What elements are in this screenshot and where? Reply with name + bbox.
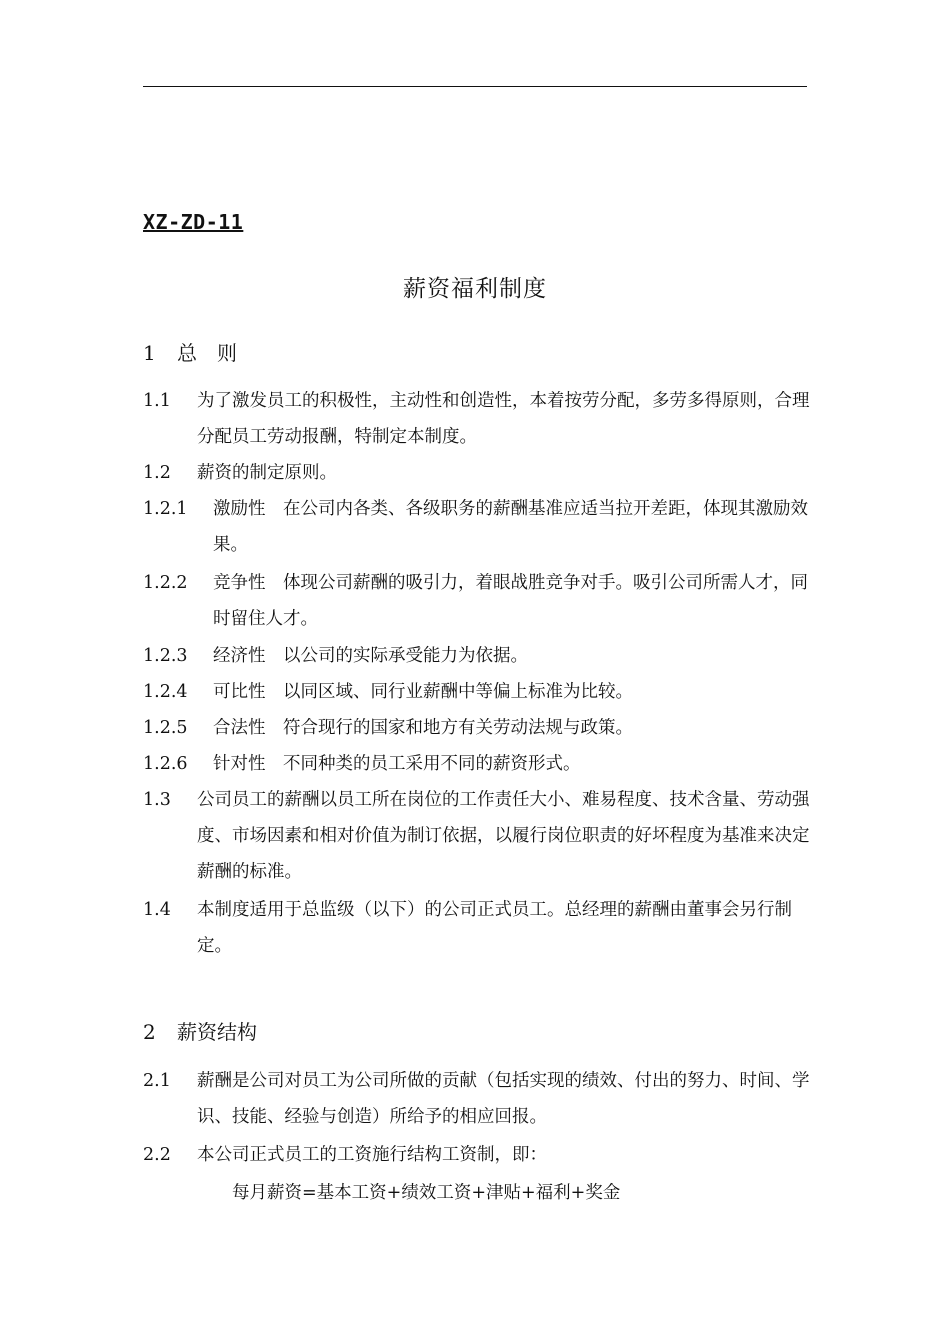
section-title: 总 则 [177,341,237,365]
document-title: 薪资福利制度 [403,276,547,302]
clause-1-2-2: 1.2.2 竞争性 体现公司薪酬的吸引力，着眼战胜竞争对手。吸引公司所需人才，同时留住人才。 [143,573,808,629]
clause-1-4: 1.4 本制度适用于总监级（以下）的公司正式员工。总经理的薪酬由董事会另行制定。 [143,900,792,956]
clause-2-1: 2.1 薪酬是公司对员工为公司所做的贡献（包括实现的绩效、付出的努力、时间、学识、技能、经验与创造）所给予的相应回报。 [143,1071,810,1127]
section-number: 2 [143,1020,156,1044]
clause-1-2-6: 1.2.6 针对性 不同种类的员工采用不同的薪资形式。 [143,754,581,774]
header-rule [143,86,807,87]
clause-1-2-4: 1.2.4 可比性 以同区域、同行业薪酬中等偏上标准为比较。 [143,682,633,702]
salary-formula: 每月薪资=基本工资+绩效工资+津贴+福利+奖金 [232,1183,621,1203]
clause-1-2: 1.2 薪资的制定原则。 [143,463,337,483]
document-code: XZ-ZD-11 [143,210,244,234]
section-number: 1 [143,341,156,365]
clause-1-2-5: 1.2.5 合法性 符合现行的国家和地方有关劳动法规与政策。 [143,718,633,738]
clause-1-3: 1.3 公司员工的薪酬以员工所在岗位的工作责任大小、难易程度、技术含量、劳动强度、市场因素和相对价值为制订依据，以履行岗位职责的好坏程度为基准来决定薪酬的标准。 [143,790,810,882]
clause-1-2-1: 1.2.1 激励性 在公司内各类、各级职务的薪酬基准应适当拉开差距，体现其激励效果。 [143,499,808,555]
clause-1-1: 1.1 为了激发员工的积极性，主动性和创造性，本着按劳分配，多劳多得原则，合理分配员工劳动报酬，特制定本制度。 [143,391,810,447]
section-heading [143,337,237,366]
clause-1-2-3: 1.2.3 经济性 以公司的实际承受能力为依据。 [143,646,528,666]
section-heading [143,1016,257,1045]
clause-2-2: 2.2 本公司正式员工的工资施行结构工资制，即： [143,1145,547,1165]
section-title: 薪资结构 [177,1020,257,1044]
